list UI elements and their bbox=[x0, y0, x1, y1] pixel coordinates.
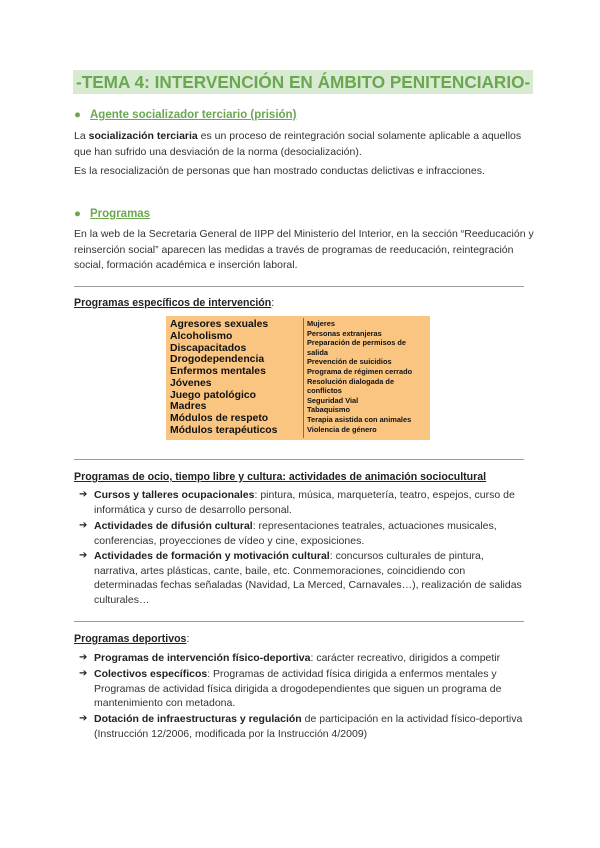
item-text: : representaciones teatrales, actuaciones musicales, conferencias, proyecciones de vídeo y cine, exposiciones. bbox=[94, 520, 497, 547]
arrow-icon: ➔ bbox=[79, 489, 88, 500]
arrow-icon: ➔ bbox=[79, 520, 88, 531]
program-item: Alcoholismo bbox=[170, 330, 233, 342]
list-item bbox=[79, 519, 529, 548]
program-item: Personas extranjeras bbox=[307, 328, 382, 338]
list-item bbox=[79, 712, 529, 741]
divider bbox=[74, 286, 524, 287]
item-bold: Actividades de formación y motivación cultural bbox=[94, 550, 330, 562]
program-item: Módulos terapéuticos bbox=[170, 424, 278, 436]
item-text: : Programas de actividad física dirigida a enfermos mentales y Programas de actividad física dirigida a drogodependientes que siguen un programa de mantenimiento con metadona. bbox=[94, 668, 502, 709]
page-title: -TEMA 4: INTERVENCIÓN EN ÁMBITO PENITENCIARIO- bbox=[73, 70, 533, 94]
item-bold: Colectivos específicos bbox=[94, 668, 208, 680]
program-item: Programa de régimen cerrado bbox=[307, 366, 413, 376]
section-heading-text: Agente socializador terciario (prisión) bbox=[90, 109, 297, 121]
programs-column-right bbox=[307, 319, 427, 434]
subheading-ocio bbox=[74, 470, 486, 485]
arrow-icon: ➔ bbox=[79, 713, 88, 724]
arrow-icon: ➔ bbox=[79, 668, 88, 679]
subheading-especificos bbox=[74, 296, 274, 311]
item-text: de participación en la actividad físico-deportiva (Instrucción 12/2006, modificada por la Instrucción 4/2009) bbox=[94, 713, 523, 740]
item-text: : pintura, música, marquetería, teatro, espejos, curso de informática y curso de desarrollo personal. bbox=[94, 489, 515, 516]
item-bold: Cursos y talleres ocupacionales bbox=[94, 489, 255, 501]
colon: : bbox=[271, 297, 275, 309]
item-text: : concursos culturales de pintura, narrativa, artes plásticas, cante, baile, etc. Conmemoraciones, coincidiendo con determinadas fechas señaladas (Navidad, La Merced, Carnavales…), realización de salidas culturales… bbox=[94, 550, 522, 606]
programs-table bbox=[166, 316, 430, 440]
program-item: Jóvenes bbox=[170, 377, 212, 389]
item-bold: Programas de intervención físico-deportiva bbox=[94, 652, 311, 664]
section-heading-agente bbox=[74, 107, 296, 123]
list-item bbox=[79, 651, 529, 666]
bold-term: socialización terciaria bbox=[88, 130, 198, 142]
list-item bbox=[79, 488, 529, 517]
program-item: Mujeres bbox=[307, 319, 335, 328]
section-heading-programas bbox=[74, 206, 150, 222]
bullet-icon: ● bbox=[74, 109, 81, 121]
divider bbox=[74, 621, 524, 622]
subheading-text: Programas deportivos bbox=[74, 633, 187, 645]
column-divider bbox=[303, 318, 304, 438]
program-item: Terapia asistida con animales bbox=[307, 414, 412, 424]
subheading-deportivos bbox=[74, 632, 189, 647]
program-item: Módulos de respeto bbox=[170, 413, 269, 424]
divider bbox=[74, 459, 524, 460]
program-item: Violencia de género bbox=[307, 424, 377, 434]
arrow-icon: ➔ bbox=[79, 550, 88, 561]
paragraph-socializacion bbox=[74, 129, 534, 160]
program-item: Seguridad Vial bbox=[307, 395, 359, 405]
program-item: Discapacitados bbox=[170, 342, 247, 354]
colon: : bbox=[186, 633, 190, 645]
subheading-text: Programas de ocio, tiempo libre y cultura: actividades de animación sociocultural bbox=[74, 471, 487, 483]
program-item: Agresores sexuales bbox=[170, 319, 269, 330]
section-heading-text: Programas bbox=[90, 208, 151, 220]
program-item: Enfermos mentales bbox=[170, 366, 266, 377]
item-bold: Dotación de infraestructuras y regulación bbox=[94, 713, 302, 725]
program-item: Madres bbox=[170, 401, 207, 413]
subheading-text: Programas específicos de intervención bbox=[74, 297, 272, 309]
program-item: Drogodependencia bbox=[170, 354, 265, 366]
item-text: : carácter recreativo, dirigidos a competir bbox=[310, 652, 501, 664]
paragraph-programas: En la web de la Secretaria General de IIPP del Ministerio del Interior, en la sección “Reeducación y reinserción social” aparecen las medidas a través de programas de reeducación, reintegración social, formación académica e inserción laboral. bbox=[74, 228, 534, 271]
programs-column-left bbox=[170, 319, 300, 437]
program-item: Resolución dialogada de conflictos bbox=[307, 376, 395, 396]
list-item bbox=[79, 549, 529, 607]
program-item: Juego patológico bbox=[170, 389, 257, 401]
program-item: Tabaquismo bbox=[307, 405, 350, 415]
program-item: Preparación de permisos de salida bbox=[307, 338, 406, 357]
bullet-icon: ● bbox=[74, 208, 81, 220]
paragraph-text: es un proceso de reintegración social solamente aplicable a aquellos que han sufrido una desviación de la norma (desocialización). bbox=[74, 130, 522, 158]
arrow-icon: ➔ bbox=[79, 652, 88, 663]
list-item bbox=[79, 667, 529, 711]
program-item: Prevención de suicidios bbox=[307, 357, 392, 367]
paragraph-resocializacion: Es la resocialización de personas que han mostrado conductas delictivas e infracciones. bbox=[74, 165, 485, 177]
item-bold: Actividades de difusión cultural bbox=[94, 520, 253, 532]
paragraph-text: La bbox=[74, 130, 89, 142]
